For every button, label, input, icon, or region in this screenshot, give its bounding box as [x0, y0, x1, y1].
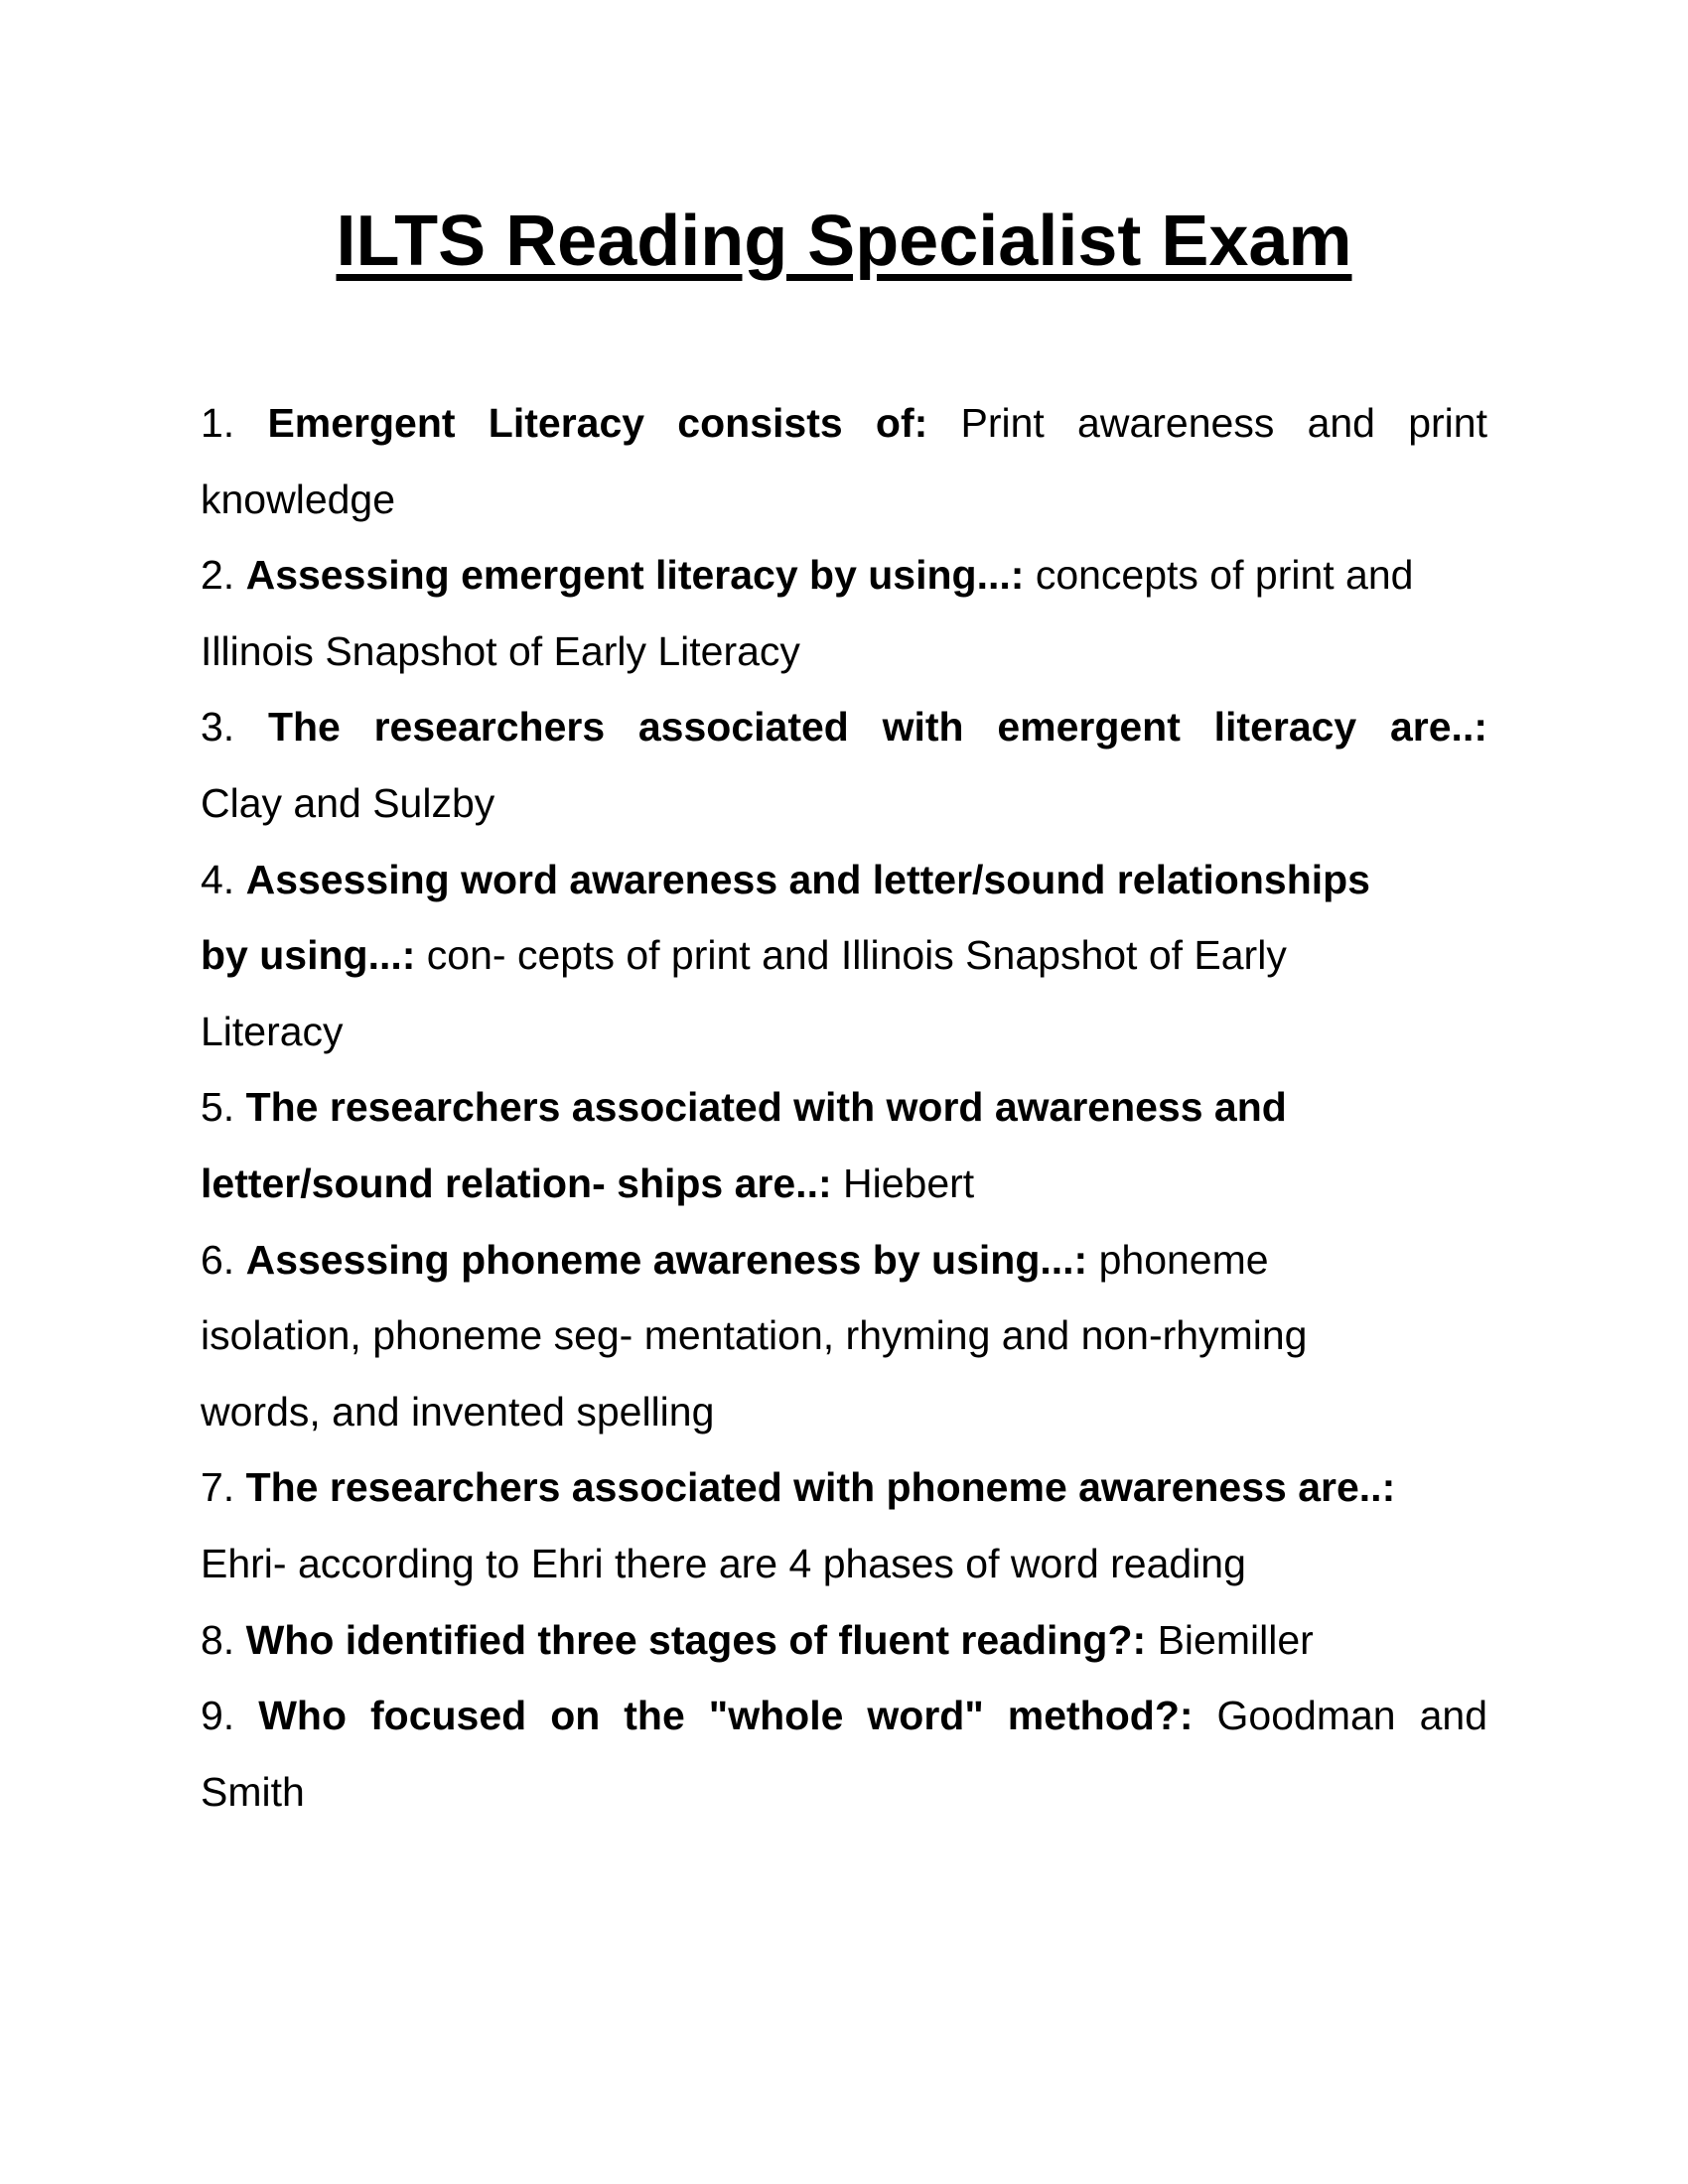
- answer-text: knowledge: [201, 476, 396, 522]
- question-text: Who focused on the "whole word" method?:: [258, 1693, 1217, 1739]
- qa-item: [201, 842, 1487, 1070]
- qa-line: [201, 462, 1487, 538]
- qa-line: [201, 1222, 1487, 1298]
- qa-item: [201, 1678, 1487, 1830]
- qa-line: [201, 765, 1487, 842]
- answer-text: Biemiller: [1157, 1616, 1314, 1663]
- item-number: 9.: [201, 1693, 259, 1739]
- answer-text: Hiebert: [843, 1160, 975, 1206]
- question-text: Assessing word awareness and letter/sound relationships: [245, 856, 1370, 902]
- qa-item: [201, 1069, 1487, 1221]
- qa-item: [201, 689, 1487, 841]
- question-text: Emergent Literacy consists of:: [267, 400, 961, 446]
- item-number: 4.: [201, 856, 246, 902]
- question-answer-list: [201, 385, 1487, 1830]
- item-number: 8.: [201, 1616, 246, 1663]
- item-number: 1.: [201, 400, 268, 446]
- qa-line: [201, 1069, 1487, 1146]
- page-title: ILTS Reading Specialist Exam: [336, 202, 1352, 281]
- qa-item: [201, 1602, 1487, 1679]
- question-text: The researchers associated with phoneme awareness are..:: [245, 1464, 1396, 1511]
- answer-text: words, and invented spelling: [201, 1388, 715, 1434]
- question-text: letter/sound relation- ships are..:: [201, 1160, 844, 1206]
- qa-line: [201, 1449, 1487, 1526]
- qa-line: [201, 994, 1487, 1070]
- answer-text: Illinois Snapshot of Early Literacy: [201, 627, 800, 674]
- item-number: 2.: [201, 552, 246, 599]
- qa-line: [201, 1526, 1487, 1602]
- qa-line: [201, 1374, 1487, 1450]
- answer-text: Print awareness and print: [960, 400, 1487, 446]
- answer-text: Ehri- according to Ehri there are 4 phases of word reading: [201, 1540, 1246, 1586]
- item-number: 6.: [201, 1236, 246, 1283]
- qa-item: [201, 1449, 1487, 1601]
- question-text: The researchers associated with word awareness and: [245, 1084, 1287, 1131]
- item-number: 7.: [201, 1464, 246, 1511]
- qa-item: [201, 385, 1487, 537]
- qa-line: [201, 537, 1487, 614]
- qa-line: [201, 1754, 1487, 1831]
- qa-line: [201, 1297, 1487, 1374]
- answer-text: concepts of print and: [1035, 552, 1414, 599]
- qa-item: [201, 1222, 1487, 1450]
- answer-text: con- cepts of print and Illinois Snapshot of Early: [426, 932, 1287, 979]
- item-number: 5.: [201, 1084, 246, 1131]
- answer-text: Smith: [201, 1768, 305, 1815]
- question-text: The researchers associated with emergent literacy are..:: [267, 704, 1487, 751]
- qa-line: [201, 385, 1487, 462]
- qa-line: [201, 1602, 1487, 1679]
- qa-item: [201, 537, 1487, 689]
- answer-text: phoneme: [1098, 1236, 1269, 1283]
- qa-line: [201, 1678, 1487, 1754]
- question-text: Assessing phoneme awareness by using...:: [245, 1236, 1099, 1283]
- answer-text: Literacy: [201, 1008, 344, 1054]
- answer-text: isolation, phoneme seg- mentation, rhyming and non-rhyming: [201, 1312, 1308, 1359]
- qa-line: [201, 917, 1487, 994]
- answer-text: Goodman and: [1216, 1693, 1487, 1739]
- qa-line: [201, 842, 1487, 918]
- item-number: 3.: [201, 704, 268, 751]
- qa-line: [201, 689, 1487, 765]
- question-text: Who identified three stages of fluent reading?:: [245, 1616, 1158, 1663]
- qa-line: [201, 1146, 1487, 1222]
- answer-text: Clay and Sulzby: [201, 779, 495, 826]
- qa-line: [201, 614, 1487, 690]
- question-text: by using...:: [201, 932, 427, 979]
- question-text: Assessing emergent literacy by using...:: [245, 552, 1036, 599]
